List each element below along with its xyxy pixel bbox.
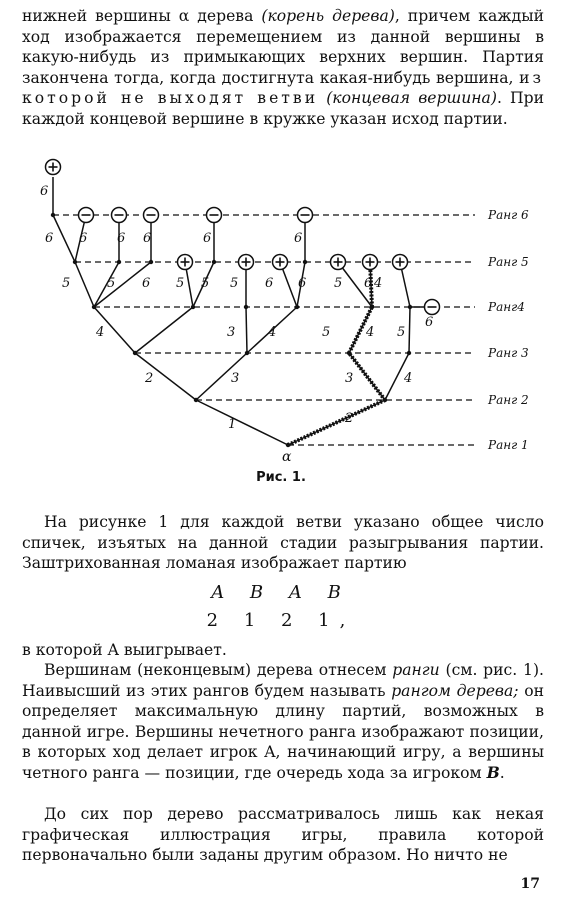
outcome-win-icon — [178, 255, 193, 270]
tree-vertex — [370, 305, 374, 309]
text-span: , причем каждый ход изображается перемещением из данной вершины в какую-нибудь из примыкающих верхних вершин. Партия закончена тогда, когда достигнута какая-нибудь вершина, — [22, 7, 544, 87]
paragraph-ranks — [22, 660, 544, 784]
edge-label: 6 — [294, 231, 303, 246]
figure-caption: Рис. 1. — [256, 470, 306, 485]
edge-label: 6 — [143, 231, 152, 246]
tree-vertex — [212, 260, 216, 264]
edge-label: 3 — [227, 325, 236, 340]
outcome-loss-icon — [298, 208, 313, 223]
outcome-win-icon — [393, 255, 408, 270]
tree-vertex — [286, 443, 290, 447]
edge-label: 5 — [230, 276, 239, 291]
edge-label: 6 — [364, 276, 373, 291]
italic-term: рангом дерева; — [391, 681, 519, 700]
edge-label: 4 — [404, 371, 413, 386]
edge-label: 5 — [322, 325, 331, 340]
outcome-win-icon — [46, 160, 61, 175]
edge-label: 6 — [40, 184, 49, 199]
spaced-emphasis: из которой не выходят ветви — [22, 68, 544, 108]
edge-label: 4 — [374, 276, 383, 291]
text-span: нижней вершины α дерева — [22, 7, 262, 25]
tree-vertex — [117, 260, 121, 264]
edge-label: 2 — [345, 411, 354, 426]
edge-label: 6 — [117, 231, 126, 246]
tree-vertex — [191, 305, 195, 309]
edge-label: 6 — [142, 276, 151, 291]
tree-vertex — [347, 351, 351, 355]
paragraph-tree-illustration: До сих пор дерево рассматривалось лишь как некая графическая иллюстрация игры, правила которой первоначально были заданы другим образом. Но ничто не — [22, 805, 544, 865]
tree-edge — [53, 215, 75, 262]
formula-players: A B A B — [211, 582, 351, 603]
edge-label: 5 — [62, 276, 71, 291]
outcome-win-icon — [239, 255, 254, 270]
outcome-loss-icon — [144, 208, 159, 223]
outcome-loss-icon — [425, 300, 440, 315]
tree-vertex — [383, 398, 387, 402]
edge-label: 6 — [45, 231, 54, 246]
rank-label-2: Ранг 2 — [488, 393, 529, 407]
text-span: . При каждой концевой вершине в кружке указан исход партии. — [22, 89, 544, 128]
tree-vertex — [295, 305, 299, 309]
tree-vertex — [194, 398, 198, 402]
paragraph-intro — [22, 6, 544, 130]
outcome-win-icon — [331, 255, 346, 270]
outcome-win-icon — [363, 255, 378, 270]
outcome-loss-icon — [207, 208, 222, 223]
edge-label: 6 — [425, 315, 434, 330]
edge-label: 6 — [203, 231, 212, 246]
edge-label: 6 — [298, 276, 307, 291]
rank-label-3: Ранг 3 — [488, 346, 529, 360]
text-span: . — [499, 763, 505, 782]
edge-label: 5 — [201, 276, 210, 291]
tree-vertex — [245, 351, 249, 355]
italic-term: ранги — [392, 661, 440, 679]
game-tree-figure — [0, 150, 562, 468]
outcome-win-icon — [273, 255, 288, 270]
edge-label: 4 — [366, 325, 375, 340]
edge-label: 5 — [107, 276, 116, 291]
outcome-loss-icon — [79, 208, 94, 223]
rank-label-4: Ранг4 — [488, 300, 525, 314]
edge-label: 5 — [334, 276, 343, 291]
tree-vertex — [149, 260, 153, 264]
tree-vertex — [133, 351, 137, 355]
tree-vertex — [407, 351, 411, 355]
root-label-alpha: α — [282, 449, 292, 465]
tree-edge — [196, 400, 288, 445]
paragraph-figure-explanation: На рисунке 1 для каждой ветви указано общее число спичек, изъятых на данной стадии разыгрывания партии. Заштрихованная ломаная изображает партию — [22, 513, 544, 573]
text-span: он определяет максимальную длину партий, возможных в данной игре. Вершины нечетного ранга изображают позиции, в которых ход делает игрок A, начинающий игру, а вершины четного ранга — позиции, где очередь хода за игроком — [22, 681, 544, 782]
text-span — [318, 89, 326, 107]
player-b: B — [486, 762, 500, 782]
rank-lines — [53, 215, 475, 445]
edge-label: 3 — [345, 371, 354, 386]
tree-vertex — [92, 305, 96, 309]
page-number: 17 — [520, 876, 540, 892]
tree-vertex — [244, 305, 248, 309]
rank-label-1: Ранг 1 — [488, 438, 529, 452]
edge-labels — [40, 184, 433, 432]
edge-label: 3 — [231, 371, 240, 386]
edge-label: 6 — [79, 231, 88, 246]
italic-term: (корень дерева) — [261, 7, 395, 25]
formula-counts: 2 1 2 1, — [206, 610, 356, 631]
tree-edge — [349, 353, 385, 400]
tree-edge — [75, 262, 94, 307]
tree-edge — [196, 353, 247, 400]
tree-vertex — [303, 260, 307, 264]
italic-term: (концевая вершина) — [326, 89, 497, 108]
tree-edge — [135, 307, 193, 353]
rank-labels — [487, 208, 529, 452]
edge-label: 1 — [228, 417, 237, 432]
edge-label: 5 — [397, 325, 406, 340]
rank-label-6: Ранг 6 — [488, 208, 529, 222]
text-span: (см. рис. 1). Наивысший из этих рангов будем называть — [22, 661, 544, 700]
tree-nodes — [46, 160, 440, 448]
tree-vertex — [73, 260, 77, 264]
paragraph-winner: в которой A выигрывает. — [22, 641, 227, 659]
edge-label: 4 — [268, 325, 277, 340]
tree-vertex — [408, 305, 412, 309]
edge-label: 6 — [265, 276, 274, 291]
edge-label: 5 — [176, 276, 185, 291]
tree-edge — [409, 307, 410, 353]
rank-label-5: Ранг 5 — [488, 255, 529, 269]
outcome-loss-icon — [112, 208, 127, 223]
edge-label: 4 — [96, 325, 105, 340]
text-span: Вершинам (неконцевым) дерева отнесем — [44, 661, 393, 679]
edge-label: 2 — [145, 371, 154, 386]
tree-edge — [246, 307, 247, 353]
tree-vertex — [51, 213, 55, 217]
